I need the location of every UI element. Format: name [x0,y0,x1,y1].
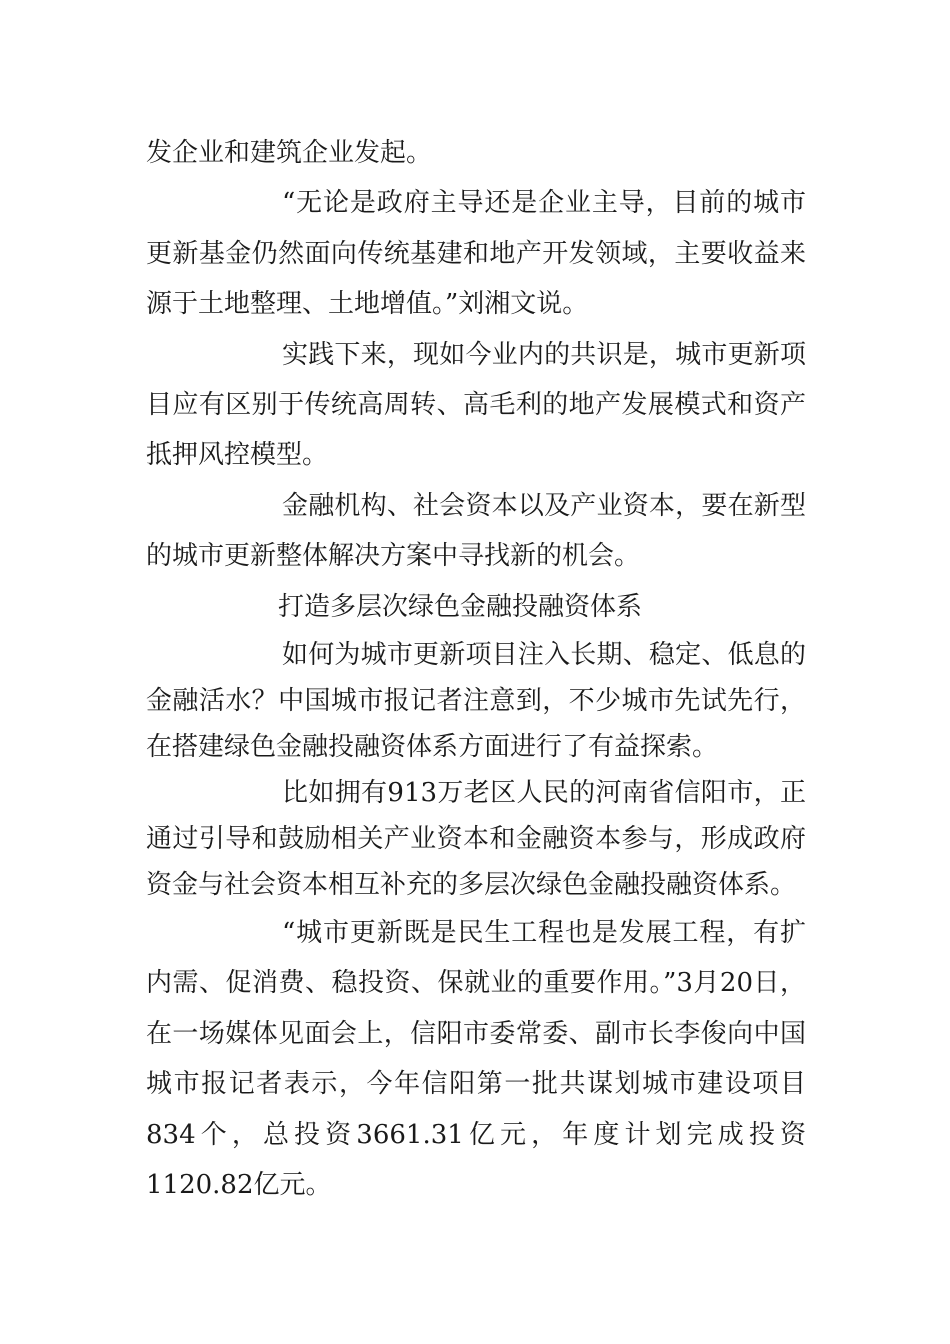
paragraph-green-finance: 如何为城市更新项目注入长期、稳定、低息的金融活水？中国城市报记者注意到，不少城市先试先行，在搭建绿色金融投融资体系方面进行了有益探索。 [146,640,806,763]
paragraph-xinyang: 比如拥有913万老区人民的河南省信阳市，正通过引导和鼓励相关产业资本和金融资本参与，形成政府资金与社会资本相互补充的多层次绿色金融投融资体系。 [146,778,806,901]
section-heading: 打造多层次绿色金融投融资体系 [278,591,643,622]
paragraph-quote-liu: “无论是政府主导还是企业主导，目前的城市更新基金仍然面向传统基建和地产开发领域，主要收益来源于土地整理、土地增值。”刘湘文说。 [146,188,806,320]
article-body [146,128,806,1211]
paragraph-financial-institutions: 金融机构、社会资本以及产业资本，要在新型的城市更新整体解决方案中寻找新的机会。 [146,490,806,572]
paragraph-continuation: 发企业和建筑企业发起。 [146,138,433,168]
paragraph-consensus: 实践下来，现如今业内的共识是，城市更新项目应有区别于传统高周转、高毛利的地产发展模式和资产抵押风控模型。 [146,339,806,471]
paragraph-quote-li: “城市更新既是民生工程也是发展工程，有扩内需、促消费、稳投资、保就业的重要作用。”3月20日，在一场媒体见面会上，信阳市委常委、副市长李俊向中国城市报记者表示，今年信阳第一批共谋划城市建设项目834个，总投资3661.31亿元，年度计划完成投资1120.82亿元。 [146,918,806,1201]
